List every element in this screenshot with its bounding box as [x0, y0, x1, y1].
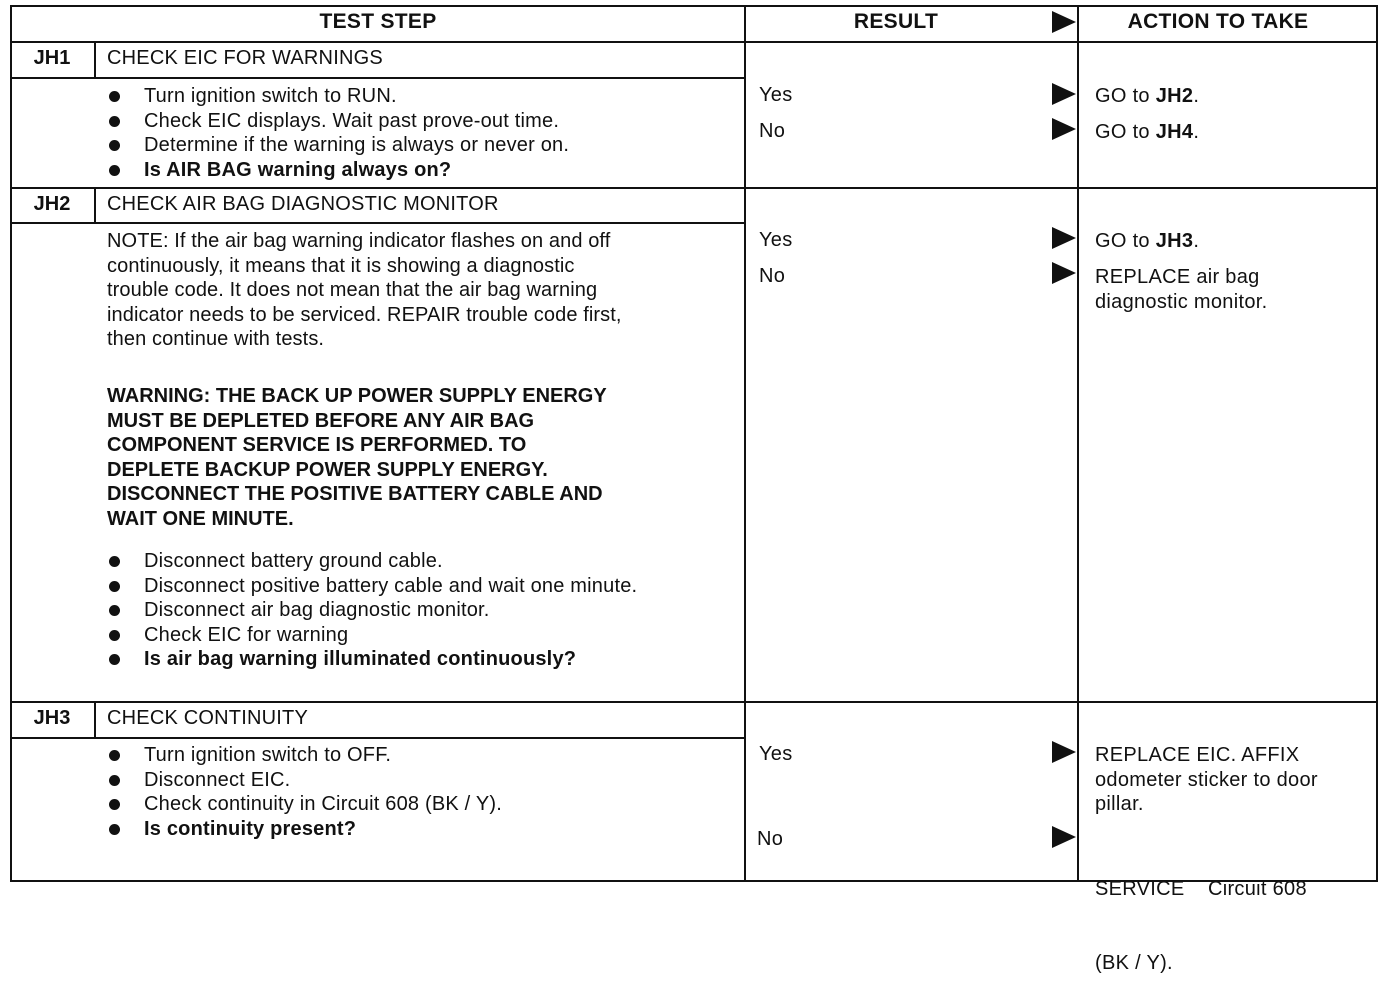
bullet-item: Check continuity in Circuit 608 (BK / Y). — [104, 792, 724, 817]
bullet-question: Is air bag warning illuminated continuously? — [104, 647, 664, 672]
note-text — [107, 229, 732, 352]
step-title-underline — [10, 77, 746, 79]
action-prefix: GO to — [1095, 121, 1156, 143]
step-id: JH3 — [33, 707, 71, 729]
table-border-left — [10, 5, 12, 882]
step-bullet-list — [104, 84, 724, 182]
note-line: trouble code. It does not mean that the air bag warning — [107, 279, 598, 302]
warning-line: COMPONENT SERVICE IS PERFORMED. TO — [107, 434, 527, 457]
header-result: RESULT — [853, 10, 939, 33]
warning-line: WARNING: THE BACK UP POWER SUPPLY ENERGY — [107, 385, 607, 407]
bullet-item: Disconnect EIC. — [104, 768, 724, 793]
result-no: No — [759, 265, 786, 287]
row-separator — [10, 701, 1378, 703]
action-suffix: . — [1193, 85, 1200, 107]
warning-line: DISCONNECT THE POSITIVE BATTERY CABLE AND — [107, 483, 603, 506]
bullet-question: Is AIR BAG warning always on? — [104, 158, 724, 183]
bullet-item: Determine if the warning is always or never on. — [104, 133, 724, 158]
note-line: indicator needs to be serviced. REPAIR trouble code first, — [107, 303, 622, 326]
warning-line: WAIT ONE MINUTE. — [107, 507, 294, 530]
action-ref: JH4 — [1155, 121, 1194, 143]
bullet-question: Is continuity present? — [104, 817, 724, 842]
header-action: ACTION TO TAKE — [1127, 10, 1309, 33]
step-bullet-list — [104, 743, 724, 841]
action-text — [1095, 120, 1199, 145]
step-id: JH1 — [33, 47, 71, 69]
header-divider — [10, 41, 1378, 43]
action-prefix: GO to — [1095, 230, 1156, 252]
action-text — [1095, 743, 1318, 817]
action-ref: JH3 — [1155, 230, 1194, 252]
step-title: CHECK AIR BAG DIAGNOSTIC MONITOR — [107, 193, 499, 215]
action-suffix: . — [1193, 230, 1200, 252]
action-text — [1095, 828, 1307, 1000]
step-title-underline — [10, 222, 746, 224]
bullet-item: Turn ignition switch to OFF. — [104, 743, 724, 768]
step-bullet-list — [104, 549, 664, 672]
warning-line: MUST BE DEPLETED BEFORE ANY AIR BAG — [107, 409, 535, 432]
result-yes: Yes — [759, 743, 793, 765]
bullet-item: Disconnect battery ground cable. — [104, 549, 664, 574]
step-id-divider — [94, 41, 96, 78]
action-text — [1095, 265, 1267, 314]
result-yes: Yes — [759, 84, 793, 106]
action-prefix: GO to — [1095, 85, 1156, 107]
note-line: NOTE: If the air bag warning indicator flashes on and off — [107, 230, 611, 252]
result-yes: Yes — [759, 229, 793, 251]
action-ref: JH2 — [1155, 85, 1194, 107]
bullet-item: Turn ignition switch to RUN. — [104, 84, 724, 109]
action-text — [1095, 229, 1199, 254]
action-line: diagnostic monitor. — [1095, 290, 1268, 313]
arrow-icon — [1052, 741, 1076, 763]
action-line: odometer sticker to door — [1095, 768, 1318, 791]
arrow-icon — [1052, 83, 1076, 105]
column-divider-result — [744, 5, 746, 882]
action-suffix: . — [1193, 121, 1200, 143]
step-title: CHECK EIC FOR WARNINGS — [107, 47, 383, 69]
action-text — [1095, 84, 1199, 109]
arrow-icon — [1052, 826, 1076, 848]
row-separator — [10, 187, 1378, 189]
action-line: REPLACE EIC. AFFIX — [1095, 744, 1300, 766]
arrow-icon — [1052, 262, 1076, 284]
bullet-item: Disconnect air bag diagnostic monitor. — [104, 598, 664, 623]
arrow-icon — [1052, 118, 1076, 140]
action-line: REPLACE air bag — [1095, 266, 1260, 288]
column-divider-action — [1077, 5, 1079, 882]
header-test-step: TEST STEP — [319, 10, 437, 33]
step-title: CHECK CONTINUITY — [107, 707, 308, 729]
header-arrow-icon — [1052, 11, 1076, 33]
result-no: No — [757, 828, 784, 850]
arrow-icon — [1052, 227, 1076, 249]
action-line: (BK / Y). — [1095, 951, 1173, 974]
step-id: JH2 — [33, 193, 71, 215]
action-line: pillar. — [1095, 793, 1144, 816]
step-title-underline — [10, 737, 746, 739]
note-line: then continue with tests. — [107, 328, 325, 351]
bullet-item: Disconnect positive battery cable and wait one minute. — [104, 574, 664, 599]
table-border-right — [1376, 5, 1378, 882]
bullet-item: Check EIC displays. Wait past prove-out time. — [104, 109, 724, 134]
step-id-divider — [94, 187, 96, 223]
warning-text — [107, 384, 732, 532]
warning-line: DEPLETE BACKUP POWER SUPPLY ENERGY. — [107, 458, 548, 481]
action-line: SERVICE Circuit 608 — [1095, 878, 1307, 901]
bullet-item: Check EIC for warning — [104, 623, 664, 648]
step-id-divider — [94, 701, 96, 738]
result-no: No — [759, 120, 786, 142]
note-line: continuously, it means that it is showing a diagnostic — [107, 254, 575, 277]
